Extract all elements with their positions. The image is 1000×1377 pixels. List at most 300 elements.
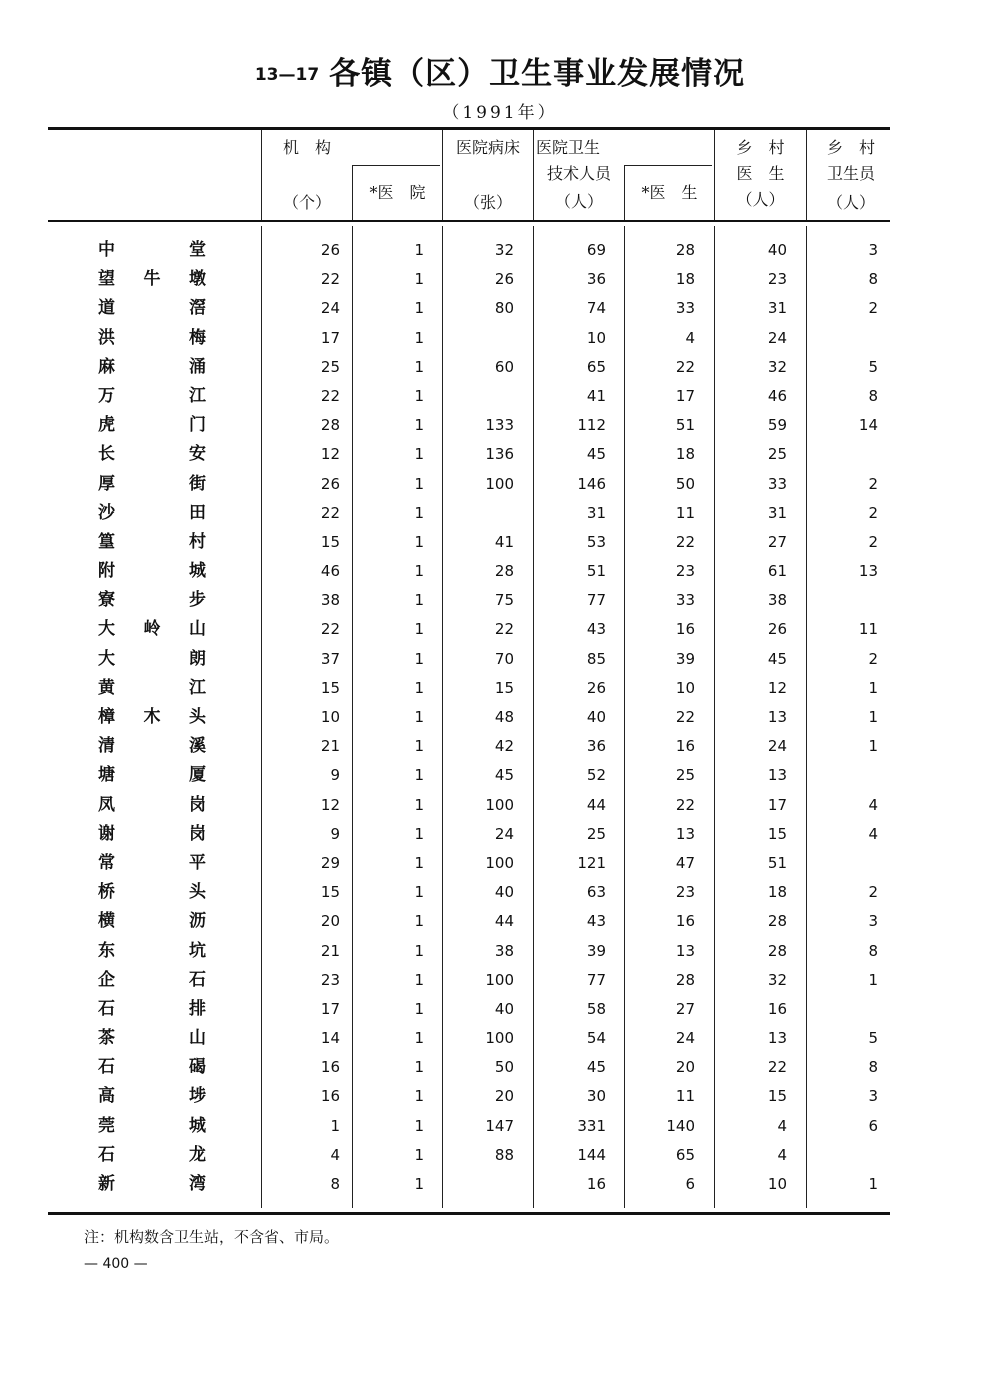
cell-hospitals: 1: [414, 941, 424, 960]
cell-village-doctors: 15: [767, 824, 787, 843]
cell-town-name: 中堂: [98, 240, 206, 260]
cell-institutions: 38: [320, 591, 340, 610]
cell-town-name: 石龙: [98, 1144, 206, 1165]
table-row: [0, 440, 1000, 469]
cell-tech-staff: 30: [586, 1087, 606, 1106]
cell-beds: 70: [494, 649, 514, 668]
cell-beds: 100: [485, 853, 514, 872]
cell-doctors: 16: [675, 620, 695, 639]
cell-village-health: 13: [858, 562, 878, 581]
cell-doctors: 23: [675, 562, 695, 581]
cell-tech-staff: 52: [586, 766, 606, 785]
cell-town-name: 寮步: [98, 590, 206, 611]
cell-village-health: 3: [868, 1087, 878, 1106]
cell-tech-staff: 45: [586, 445, 606, 464]
cell-institutions: 21: [320, 941, 340, 960]
header-beds: 医院病床: [455, 138, 520, 157]
cell-town-name: 万江: [98, 385, 206, 406]
cell-village-health: 2: [868, 649, 878, 668]
cell-village-doctors: 13: [767, 1029, 787, 1048]
table-top-rule: [48, 127, 890, 130]
table-row: [0, 265, 1000, 294]
cell-tech-staff: 121: [577, 853, 606, 872]
cell-village-doctors: 33: [767, 474, 787, 493]
cell-hospitals: 1: [414, 386, 424, 405]
header-hospitals: *医 院: [369, 183, 426, 202]
table-row: [0, 645, 1000, 674]
cell-village-health: 8: [868, 941, 878, 960]
cell-institutions: 15: [320, 678, 340, 697]
table-row: [0, 1141, 1000, 1170]
cell-doctors: 4: [685, 328, 695, 347]
header-institutions-unit: （个）: [282, 193, 331, 212]
table-row: [0, 820, 1000, 849]
cell-institutions: 9: [330, 824, 340, 843]
cell-tech-staff: 77: [586, 591, 606, 610]
cell-town-name: 企石: [98, 969, 206, 990]
cell-village-health: 4: [868, 795, 878, 814]
cell-tech-staff: 146: [577, 474, 606, 493]
cell-institutions: 9: [330, 766, 340, 785]
cell-beds: 20: [494, 1087, 514, 1106]
cell-town-name: 石碣: [98, 1057, 206, 1078]
table-row: [0, 1170, 1000, 1199]
cell-village-doctors: 59: [767, 416, 787, 435]
table-title: 各镇（区）卫生事业发展情况: [329, 56, 746, 92]
cell-town-name: 石排: [98, 998, 206, 1019]
cell-village-doctors: 12: [767, 678, 787, 697]
cell-doctors: 17: [675, 386, 695, 405]
cell-institutions: 22: [320, 270, 340, 289]
table-row: [0, 294, 1000, 323]
header-tech-staff-unit: （人）: [554, 192, 603, 211]
cell-village-doctors: 13: [767, 766, 787, 785]
cell-village-doctors: 40: [767, 241, 787, 259]
cell-doctors: 65: [675, 1145, 695, 1164]
cell-beds: 100: [485, 1029, 514, 1048]
cell-tech-staff: 63: [586, 883, 606, 902]
cell-town-name: 东坑: [98, 940, 206, 961]
cell-institutions: 25: [320, 357, 340, 376]
cell-tech-staff: 53: [586, 532, 606, 551]
cell-doctors: 18: [675, 270, 695, 289]
cell-hospitals: 1: [414, 853, 424, 872]
cell-institutions: 26: [320, 474, 340, 493]
table-row: [0, 615, 1000, 644]
cell-doctors: 47: [675, 853, 695, 872]
cell-institutions: 26: [320, 241, 340, 259]
cell-village-doctors: 51: [767, 853, 787, 872]
cell-town-name: 沙田: [98, 502, 206, 523]
table-row: [0, 324, 1000, 353]
cell-hospitals: 1: [414, 824, 424, 843]
hospitals-header-line: [352, 165, 440, 166]
cell-village-doctors: 28: [767, 941, 787, 960]
cell-hospitals: 1: [414, 970, 424, 989]
cell-town-name: 道滘: [98, 298, 206, 319]
cell-tech-staff: 45: [586, 1058, 606, 1077]
cell-village-doctors: 46: [767, 386, 787, 405]
header-village-doctors-unit: （人）: [736, 190, 785, 209]
table-row: [0, 1112, 1000, 1141]
header-tech-staff-line2: 技术人员: [546, 164, 611, 183]
cell-doctors: 11: [675, 1087, 695, 1106]
cell-tech-staff: 25: [586, 824, 606, 843]
cell-hospitals: 1: [414, 328, 424, 347]
cell-beds: 41: [494, 532, 514, 551]
cell-village-health: 1: [868, 1175, 878, 1193]
cell-institutions: 37: [320, 649, 340, 668]
cell-beds: 26: [494, 270, 514, 289]
cell-village-doctors: 31: [767, 503, 787, 522]
cell-beds: 45: [494, 766, 514, 785]
table-row: [0, 937, 1000, 966]
cell-village-health: 3: [868, 912, 878, 931]
cell-town-name: 高埗: [98, 1086, 206, 1107]
cell-town-name: 大岭山: [98, 619, 206, 640]
cell-institutions: 15: [320, 532, 340, 551]
cell-beds: 100: [485, 970, 514, 989]
cell-village-health: 6: [868, 1116, 878, 1135]
table-row: [0, 499, 1000, 528]
cell-beds: 100: [485, 474, 514, 493]
cell-village-health: 1: [868, 708, 878, 726]
header-beds-unit: （张）: [463, 193, 512, 212]
cell-institutions: 16: [320, 1058, 340, 1077]
cell-hospitals: 1: [414, 1145, 424, 1164]
cell-tech-staff: 26: [586, 678, 606, 697]
cell-village-doctors: 4: [777, 1145, 787, 1164]
cell-doctors: 10: [675, 678, 695, 697]
header-doctors: *医 生: [641, 183, 698, 202]
cell-village-health: 1: [868, 737, 878, 756]
cell-town-name: 樟木头: [98, 707, 206, 727]
table-row: [0, 470, 1000, 499]
header-bottom-rule: [48, 220, 890, 222]
cell-town-name: 常平: [98, 852, 206, 873]
cell-tech-staff: 40: [586, 708, 606, 726]
cell-beds: 40: [494, 883, 514, 902]
cell-town-name: 长安: [98, 444, 206, 465]
cell-beds: 136: [485, 445, 514, 464]
cell-doctors: 16: [675, 912, 695, 931]
cell-institutions: 24: [320, 299, 340, 318]
cell-tech-staff: 85: [586, 649, 606, 668]
cell-village-health: 2: [868, 299, 878, 318]
cell-doctors: 22: [675, 532, 695, 551]
cell-institutions: 4: [330, 1145, 340, 1164]
cell-village-health: 11: [858, 620, 878, 639]
cell-town-name: 黄江: [98, 677, 206, 698]
cell-beds: 42: [494, 737, 514, 756]
cell-village-doctors: 23: [767, 270, 787, 289]
table-row: [0, 586, 1000, 615]
cell-institutions: 28: [320, 416, 340, 435]
cell-institutions: 22: [320, 620, 340, 639]
table-bottom-rule: [48, 1212, 890, 1215]
cell-doctors: 18: [675, 445, 695, 464]
cell-beds: 38: [494, 941, 514, 960]
cell-hospitals: 1: [414, 1116, 424, 1135]
cell-village-doctors: 22: [767, 1058, 787, 1077]
cell-town-name: 新湾: [98, 1174, 206, 1194]
cell-village-doctors: 31: [767, 299, 787, 318]
cell-village-doctors: 32: [767, 357, 787, 376]
cell-beds: 75: [494, 591, 514, 610]
cell-institutions: 22: [320, 503, 340, 522]
cell-institutions: 22: [320, 386, 340, 405]
cell-village-health: 5: [868, 1029, 878, 1048]
cell-town-name: 厚街: [98, 473, 206, 494]
cell-hospitals: 1: [414, 474, 424, 493]
cell-doctors: 28: [675, 241, 695, 259]
cell-doctors: 28: [675, 970, 695, 989]
table-row: [0, 732, 1000, 761]
cell-village-health: 2: [868, 474, 878, 493]
cell-doctors: 13: [675, 824, 695, 843]
cell-hospitals: 1: [414, 1087, 424, 1106]
cell-village-health: 14: [858, 416, 878, 435]
cell-beds: 100: [485, 795, 514, 814]
cell-village-health: 1: [868, 678, 878, 697]
cell-town-name: 洪梅: [98, 327, 206, 348]
cell-village-health: 8: [868, 1058, 878, 1077]
cell-town-name: 塘厦: [98, 765, 206, 786]
cell-hospitals: 1: [414, 562, 424, 581]
table-row: [0, 703, 1000, 732]
cell-tech-staff: 144: [577, 1145, 606, 1164]
cell-town-name: 附城: [98, 561, 206, 582]
cell-doctors: 20: [675, 1058, 695, 1077]
cell-village-doctors: 27: [767, 532, 787, 551]
cell-doctors: 22: [675, 795, 695, 814]
header-village-health-unit: （人）: [826, 193, 875, 212]
cell-village-doctors: 28: [767, 912, 787, 931]
cell-town-name: 莞城: [98, 1115, 206, 1136]
cell-tech-staff: 36: [586, 270, 606, 289]
cell-hospitals: 1: [414, 649, 424, 668]
cell-doctors: 25: [675, 766, 695, 785]
cell-town-name: 篁村: [98, 531, 206, 552]
cell-beds: 147: [485, 1116, 514, 1135]
cell-hospitals: 1: [414, 532, 424, 551]
cell-town-name: 清溪: [98, 736, 206, 757]
table-row: [0, 382, 1000, 411]
cell-beds: 15: [494, 678, 514, 697]
cell-institutions: 16: [320, 1087, 340, 1106]
cell-hospitals: 1: [414, 1029, 424, 1048]
cell-institutions: 46: [320, 562, 340, 581]
cell-doctors: 33: [675, 299, 695, 318]
cell-hospitals: 1: [414, 912, 424, 931]
table-note: 注：机构数含卫生站，不含省、市局。: [84, 1228, 340, 1246]
cell-village-doctors: 24: [767, 328, 787, 347]
cell-hospitals: 1: [414, 766, 424, 785]
cell-hospitals: 1: [414, 503, 424, 522]
cell-doctors: 16: [675, 737, 695, 756]
cell-village-doctors: 25: [767, 445, 787, 464]
table-year: （1991年）: [442, 103, 558, 123]
cell-town-name: 大朗: [98, 648, 206, 669]
cell-hospitals: 1: [414, 1058, 424, 1077]
cell-tech-staff: 36: [586, 737, 606, 756]
cell-hospitals: 1: [414, 737, 424, 756]
cell-hospitals: 1: [414, 299, 424, 318]
cell-village-health: 8: [868, 270, 878, 289]
cell-village-doctors: 38: [767, 591, 787, 610]
table-number: 13—17: [254, 65, 320, 85]
cell-hospitals: 1: [414, 620, 424, 639]
cell-doctors: 140: [666, 1116, 695, 1135]
cell-village-doctors: 17: [767, 795, 787, 814]
cell-village-doctors: 26: [767, 620, 787, 639]
cell-village-health: 4: [868, 824, 878, 843]
header-village-health: 乡 村: [826, 138, 875, 157]
cell-beds: 48: [494, 708, 514, 726]
table-row: [0, 849, 1000, 878]
cell-tech-staff: 74: [586, 299, 606, 318]
cell-hospitals: 1: [414, 416, 424, 435]
cell-town-name: 桥头: [98, 882, 206, 903]
cell-doctors: 22: [675, 357, 695, 376]
header-village-doctors-line2: 医 生: [736, 164, 785, 183]
cell-village-health: 5: [868, 357, 878, 376]
cell-village-doctors: 4: [777, 1116, 787, 1135]
header-village-health-line2: 卫生员: [826, 164, 875, 183]
table-row: [0, 907, 1000, 936]
cell-town-name: 茶山: [98, 1028, 206, 1049]
cell-village-doctors: 61: [767, 562, 787, 581]
cell-village-doctors: 16: [767, 999, 787, 1018]
table-body: [0, 236, 1000, 1199]
doctors-header-line: [624, 165, 712, 166]
cell-town-name: 横沥: [98, 911, 206, 932]
cell-doctors: 39: [675, 649, 695, 668]
cell-beds: 32: [494, 241, 514, 259]
header-institutions: 机 构: [282, 138, 331, 157]
cell-institutions: 23: [320, 970, 340, 989]
cell-doctors: 6: [685, 1175, 695, 1193]
header-tech-staff: 医院卫生: [536, 138, 601, 157]
cell-institutions: 15: [320, 883, 340, 902]
cell-village-health: 2: [868, 503, 878, 522]
cell-hospitals: 1: [414, 883, 424, 902]
cell-hospitals: 1: [414, 270, 424, 289]
cell-town-name: 虎门: [98, 415, 206, 436]
cell-tech-staff: 69: [586, 241, 606, 259]
cell-village-health: 3: [868, 241, 878, 259]
cell-institutions: 17: [320, 328, 340, 347]
cell-beds: 133: [485, 416, 514, 435]
cell-village-health: 8: [868, 386, 878, 405]
cell-institutions: 20: [320, 912, 340, 931]
cell-tech-staff: 331: [577, 1116, 606, 1135]
table-row: [0, 1024, 1000, 1053]
cell-village-doctors: 10: [767, 1175, 787, 1193]
cell-doctors: 51: [675, 416, 695, 435]
cell-hospitals: 1: [414, 357, 424, 376]
cell-doctors: 22: [675, 708, 695, 726]
cell-village-doctors: 15: [767, 1087, 787, 1106]
cell-institutions: 21: [320, 737, 340, 756]
cell-village-doctors: 32: [767, 970, 787, 989]
cell-hospitals: 1: [414, 591, 424, 610]
cell-village-doctors: 24: [767, 737, 787, 756]
cell-town-name: 谢岗: [98, 823, 206, 844]
cell-tech-staff: 51: [586, 562, 606, 581]
cell-tech-staff: 58: [586, 999, 606, 1018]
cell-tech-staff: 39: [586, 941, 606, 960]
cell-institutions: 10: [320, 708, 340, 726]
cell-hospitals: 1: [414, 241, 424, 259]
cell-institutions: 12: [320, 445, 340, 464]
cell-tech-staff: 43: [586, 912, 606, 931]
cell-tech-staff: 44: [586, 795, 606, 814]
cell-hospitals: 1: [414, 445, 424, 464]
cell-tech-staff: 16: [586, 1175, 606, 1193]
table-row: [0, 966, 1000, 995]
header-village-doctors: 乡 村: [736, 138, 785, 157]
cell-institutions: 12: [320, 795, 340, 814]
cell-doctors: 23: [675, 883, 695, 902]
table-row: [0, 995, 1000, 1024]
table-row: [0, 761, 1000, 790]
table-row: [0, 1053, 1000, 1082]
table-row: [0, 353, 1000, 382]
cell-village-doctors: 45: [767, 649, 787, 668]
cell-doctors: 24: [675, 1029, 695, 1048]
cell-village-doctors: 18: [767, 883, 787, 902]
cell-tech-staff: 41: [586, 386, 606, 405]
table-row: [0, 411, 1000, 440]
cell-town-name: 望牛墩: [98, 269, 206, 290]
cell-town-name: 麻涌: [98, 356, 206, 377]
cell-institutions: 8: [330, 1175, 340, 1193]
page-title: [0, 48, 1000, 93]
cell-doctors: 27: [675, 999, 695, 1018]
table-row: [0, 557, 1000, 586]
cell-doctors: 33: [675, 591, 695, 610]
cell-beds: 22: [494, 620, 514, 639]
cell-village-health: 2: [868, 883, 878, 902]
cell-hospitals: 1: [414, 708, 424, 726]
cell-institutions: 17: [320, 999, 340, 1018]
cell-tech-staff: 65: [586, 357, 606, 376]
cell-doctors: 13: [675, 941, 695, 960]
table-row: [0, 878, 1000, 907]
cell-town-name: 凤岗: [98, 794, 206, 815]
cell-beds: 44: [494, 912, 514, 931]
cell-village-health: 2: [868, 532, 878, 551]
cell-beds: 28: [494, 562, 514, 581]
cell-hospitals: 1: [414, 999, 424, 1018]
page-number: — 400 —: [84, 1256, 148, 1272]
cell-village-doctors: 13: [767, 708, 787, 726]
cell-doctors: 50: [675, 474, 695, 493]
table-row: [0, 1082, 1000, 1111]
cell-hospitals: 1: [414, 795, 424, 814]
cell-tech-staff: 31: [586, 503, 606, 522]
cell-institutions: 14: [320, 1029, 340, 1048]
cell-beds: 80: [494, 299, 514, 318]
cell-tech-staff: 43: [586, 620, 606, 639]
table-row: [0, 791, 1000, 820]
cell-tech-staff: 77: [586, 970, 606, 989]
cell-hospitals: 1: [414, 678, 424, 697]
cell-tech-staff: 112: [577, 416, 606, 435]
cell-institutions: 29: [320, 853, 340, 872]
cell-beds: 60: [494, 357, 514, 376]
